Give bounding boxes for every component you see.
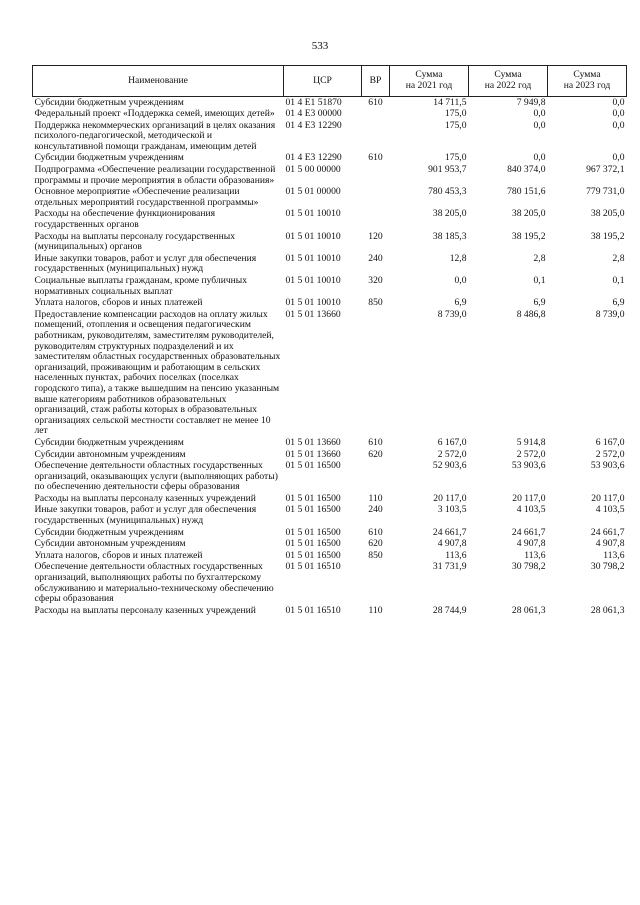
row-sum-2021: 175,0 [444,119,467,131]
table-row [33,461,627,494]
row-csr-code: 01 5 01 16500 [285,538,341,550]
table-row [33,120,627,153]
row-sum-2022: 28 061,3 [511,604,546,616]
header-sum-2021-line2: на 2021 год [405,80,453,91]
row-name: Субсидии бюджетным учреждениям [34,436,184,448]
row-vr-code: 610 [368,96,383,108]
row-sum-2021: 6,9 [454,297,467,309]
row-sum-2021: 3 103,5 [437,504,467,516]
table-row [33,493,627,505]
row-sum-2023: 53 903,6 [590,460,625,472]
row-name: Социальные выплаты гражданам, кроме публичных нормативных социальных выплат [34,275,248,297]
row-sum-2022: 0,1 [533,275,546,286]
row-sum-2021: 8 739,0 [437,308,467,320]
row-sum-2021: 20 117,0 [433,492,467,504]
row-sum-2022: 20 117,0 [512,492,546,504]
row-sum-2022: 0,0 [533,152,546,164]
row-vr-code: 610 [368,152,383,164]
row-vr-code: 620 [368,448,383,460]
row-csr-code: 01 5 01 13660 [285,448,341,460]
row-sum-2022: 5 914,8 [516,436,546,448]
row-csr-code: 01 4 E1 51870 [285,96,342,108]
row-sum-2023: 28 061,3 [590,604,625,616]
table-row [33,97,627,109]
row-sum-2023: 4 103,5 [595,504,625,516]
header-sum-2023-line2: на 2023 год [563,80,611,91]
row-name: Федеральный проект «Поддержка семей, имеющих детей» [34,108,275,120]
row-vr-code: 320 [368,275,383,286]
row-sum-2021: 2 572,0 [437,448,467,460]
row-sum-2022: 840 374,0 [507,164,546,176]
row-sum-2023: 0,1 [612,275,625,286]
row-name: Поддержка некоммерческих организаций в целях оказания психолого-педагогической, методической и консультативной помощи гражданам, имеющим детей [34,119,276,152]
row-sum-2023: 113,6 [603,549,625,561]
table-row [33,209,627,231]
row-sum-2021: 901 953,7 [428,164,467,176]
row-sum-2021: 780 453,3 [428,186,467,198]
row-csr-code: 01 5 01 16510 [285,604,341,616]
table-row [33,187,627,209]
row-sum-2021: 0,0 [454,275,467,286]
row-csr-code: 01 5 01 10010 [285,230,341,242]
row-sum-2023: 30 798,2 [590,561,625,573]
row-sum-2023: 2,8 [612,252,625,264]
row-sum-2022: 780 151,6 [507,186,546,198]
row-name: Уплата налогов, сборов и иных платежей [34,549,203,561]
row-name: Субсидии бюджетным учреждениям [34,526,184,538]
header-sum-2022-line2: на 2022 год [484,80,532,91]
header-sum-2023-line1: Сумма [573,69,601,81]
row-name: Субсидии автономным учреждениям [34,538,186,550]
row-sum-2023: 0,0 [612,96,625,108]
row-csr-code: 01 5 00 00000 [285,164,341,176]
row-sum-2022: 7 949,8 [516,96,546,108]
row-vr-code: 110 [368,604,383,616]
header-sum-2021 [390,66,469,97]
row-csr-code: 01 5 01 16510 [285,561,341,573]
row-sum-2022: 0,0 [533,108,546,120]
row-name: Обеспечение деятельности областных государственных организаций, выполняющих работы по бухгалтерскому обслуживанию и материально-техническому обеспечению сферы образования [34,561,274,605]
row-sum-2022: 2 572,0 [516,448,546,460]
row-vr-code [362,461,390,494]
row-name: Иные закупки товаров, работ и услуг для обеспечения государственных (муниципальных) нужд [34,252,257,275]
row-sum-2023: 38 205,0 [590,208,625,220]
header-csr: ЦСР [284,66,362,97]
table-row [33,605,627,617]
row-csr-code: 01 5 01 16500 [285,549,341,561]
table-row [33,253,627,275]
row-sum-2022: 38 195,2 [511,230,546,242]
row-sum-2023: 6 167,0 [595,436,625,448]
row-name: Иные закупки товаров, работ и услуг для обеспечения государственных (муниципальных) нужд [34,504,257,527]
row-vr-code: 120 [368,230,383,242]
row-sum-2023: 0,0 [612,119,625,131]
row-name: Предоставление компенсации расходов на оплату жилых помещений, отопления и освещения педагогическим работникам, руководителям, заместителям руководителей, руководителям структурных подразделений и их заместителям областных государственных образовательных организаций, проживающим и работающим в сельских населенных пунктах, рабочих поселках (поселках городского типа), а также вышедшим на пенсию указанным выше категориям работников образовательных организаций, стаж работы которых в образовательных организациях сельской местности составляет не менее 10 лет [34,308,281,437]
row-sum-2022: 53 903,6 [511,460,546,472]
table-row [33,505,627,527]
row-name: Подпрограмма «Обеспечение реализации государственной программы и прочие мероприятия в области образования» [34,164,276,186]
table-row [33,276,627,298]
row-csr-code: 01 5 01 16500 [285,526,341,538]
table-row [33,109,627,121]
row-sum-2021: 38 205,0 [432,208,467,220]
row-sum-2021: 4 907,8 [437,538,467,550]
header-sum-2022-line1: Сумма [494,69,522,81]
row-name: Расходы на выплаты персоналу казенных учреждений [34,604,256,616]
table-row [33,550,627,562]
row-csr-code: 01 5 01 10010 [285,297,341,309]
page-number: 533 [311,40,329,52]
row-csr-code: 01 5 01 00000 [285,186,341,198]
row-sum-2021: 28 744,9 [432,604,467,616]
row-sum-2023: 24 661,7 [590,526,625,538]
row-vr-code: 620 [368,538,383,550]
row-csr-code: 01 5 01 13660 [285,436,341,448]
table-row [33,309,627,437]
row-csr-code: 01 5 01 16500 [285,492,341,504]
row-sum-2023: 4 907,8 [595,538,625,550]
row-sum-2022: 113,6 [524,549,546,561]
row-csr-code: 01 4 E3 00000 [285,108,342,120]
row-vr-code [362,209,390,231]
row-name: Расходы на обеспечение функционирования государственных органов [34,208,216,231]
row-sum-2023: 0,0 [612,152,625,164]
row-name: Расходы на выплаты персоналу казенных учреждений [34,492,256,504]
row-name: Основное мероприятие «Обеспечение реализации отдельных мероприятий государственной программы» [34,186,259,208]
row-sum-2022: 4 103,5 [516,504,546,516]
row-sum-2023: 967 372,1 [586,164,625,176]
row-csr-code: 01 4 E3 12290 [285,119,342,131]
header-sum-2021-line1: Сумма [415,69,443,81]
row-name: Расходы на выплаты персоналу государственных (муниципальных) органов [34,230,236,253]
table-row [33,231,627,253]
row-sum-2022: 0,0 [533,119,546,131]
header-name: Наименование [33,66,284,97]
table-row [33,527,627,539]
row-sum-2022: 6,9 [533,297,546,309]
row-csr-code: 01 5 01 10010 [285,275,341,286]
row-sum-2021: 52 903,6 [432,460,467,472]
row-vr-code: 610 [368,436,383,448]
row-sum-2023: 0,0 [612,108,625,120]
header-sum-2023 [548,66,627,97]
table-row [33,437,627,449]
row-sum-2022: 24 661,7 [511,526,546,538]
table-body [33,97,627,617]
header-sum-2022 [469,66,548,97]
table-header [33,66,627,97]
row-vr-code: 110 [368,492,383,504]
row-csr-code: 01 5 01 13660 [285,308,341,320]
row-vr-code [362,187,390,209]
table-row [33,562,627,605]
row-sum-2023: 6,9 [612,297,625,309]
row-vr-code [362,120,390,153]
row-sum-2021: 14 711,5 [433,96,467,108]
row-name: Обеспечение деятельности областных государственных организаций, оказывающих услуги (выполняющих работы) по обеспечению деятельности сферы образования [34,460,278,493]
row-sum-2021: 24 661,7 [432,526,467,538]
budget-table [32,65,627,617]
row-vr-code: 240 [368,504,383,516]
row-sum-2021: 113,6 [445,549,467,561]
header-vr: ВР [362,66,390,97]
row-sum-2023: 2 572,0 [595,448,625,460]
table-row [33,298,627,310]
row-csr-code: 01 5 01 16500 [285,504,341,516]
row-csr-code: 01 4 E3 12290 [285,152,342,164]
table-row [33,153,627,165]
row-name: Субсидии бюджетным учреждениям [34,96,184,108]
row-sum-2021: 175,0 [444,108,467,120]
row-vr-code: 240 [368,252,383,264]
row-sum-2023: 38 195,2 [590,230,625,242]
row-vr-code [362,309,390,437]
row-vr-code: 850 [368,297,383,309]
row-name: Уплата налогов, сборов и иных платежей [34,297,203,309]
row-vr-code: 610 [368,526,383,538]
row-sum-2022: 4 907,8 [516,538,546,550]
table-row [33,449,627,461]
row-sum-2023: 779 731,0 [586,186,625,198]
row-sum-2022: 8 486,8 [516,308,546,320]
row-sum-2023: 8 739,0 [595,308,625,320]
row-csr-code: 01 5 01 16500 [285,460,341,472]
row-sum-2023: 20 117,0 [591,492,625,504]
row-sum-2021: 31 731,9 [432,561,467,573]
row-vr-code [362,165,390,187]
row-vr-code [362,109,390,121]
row-name: Субсидии автономным учреждениям [34,448,186,460]
row-sum-2021: 12,8 [449,252,467,264]
row-name: Субсидии бюджетным учреждениям [34,152,184,164]
row-sum-2021: 175,0 [444,152,467,164]
row-sum-2022: 38 205,0 [511,208,546,220]
table-row [33,539,627,551]
table-row [33,165,627,187]
row-sum-2021: 6 167,0 [437,436,467,448]
row-sum-2022: 2,8 [533,252,546,264]
row-vr-code [362,562,390,605]
row-csr-code: 01 5 01 10010 [285,252,341,264]
row-sum-2022: 30 798,2 [511,561,546,573]
row-vr-code: 850 [368,549,383,561]
row-sum-2021: 38 185,3 [432,230,467,242]
row-csr-code: 01 5 01 10010 [285,208,341,220]
